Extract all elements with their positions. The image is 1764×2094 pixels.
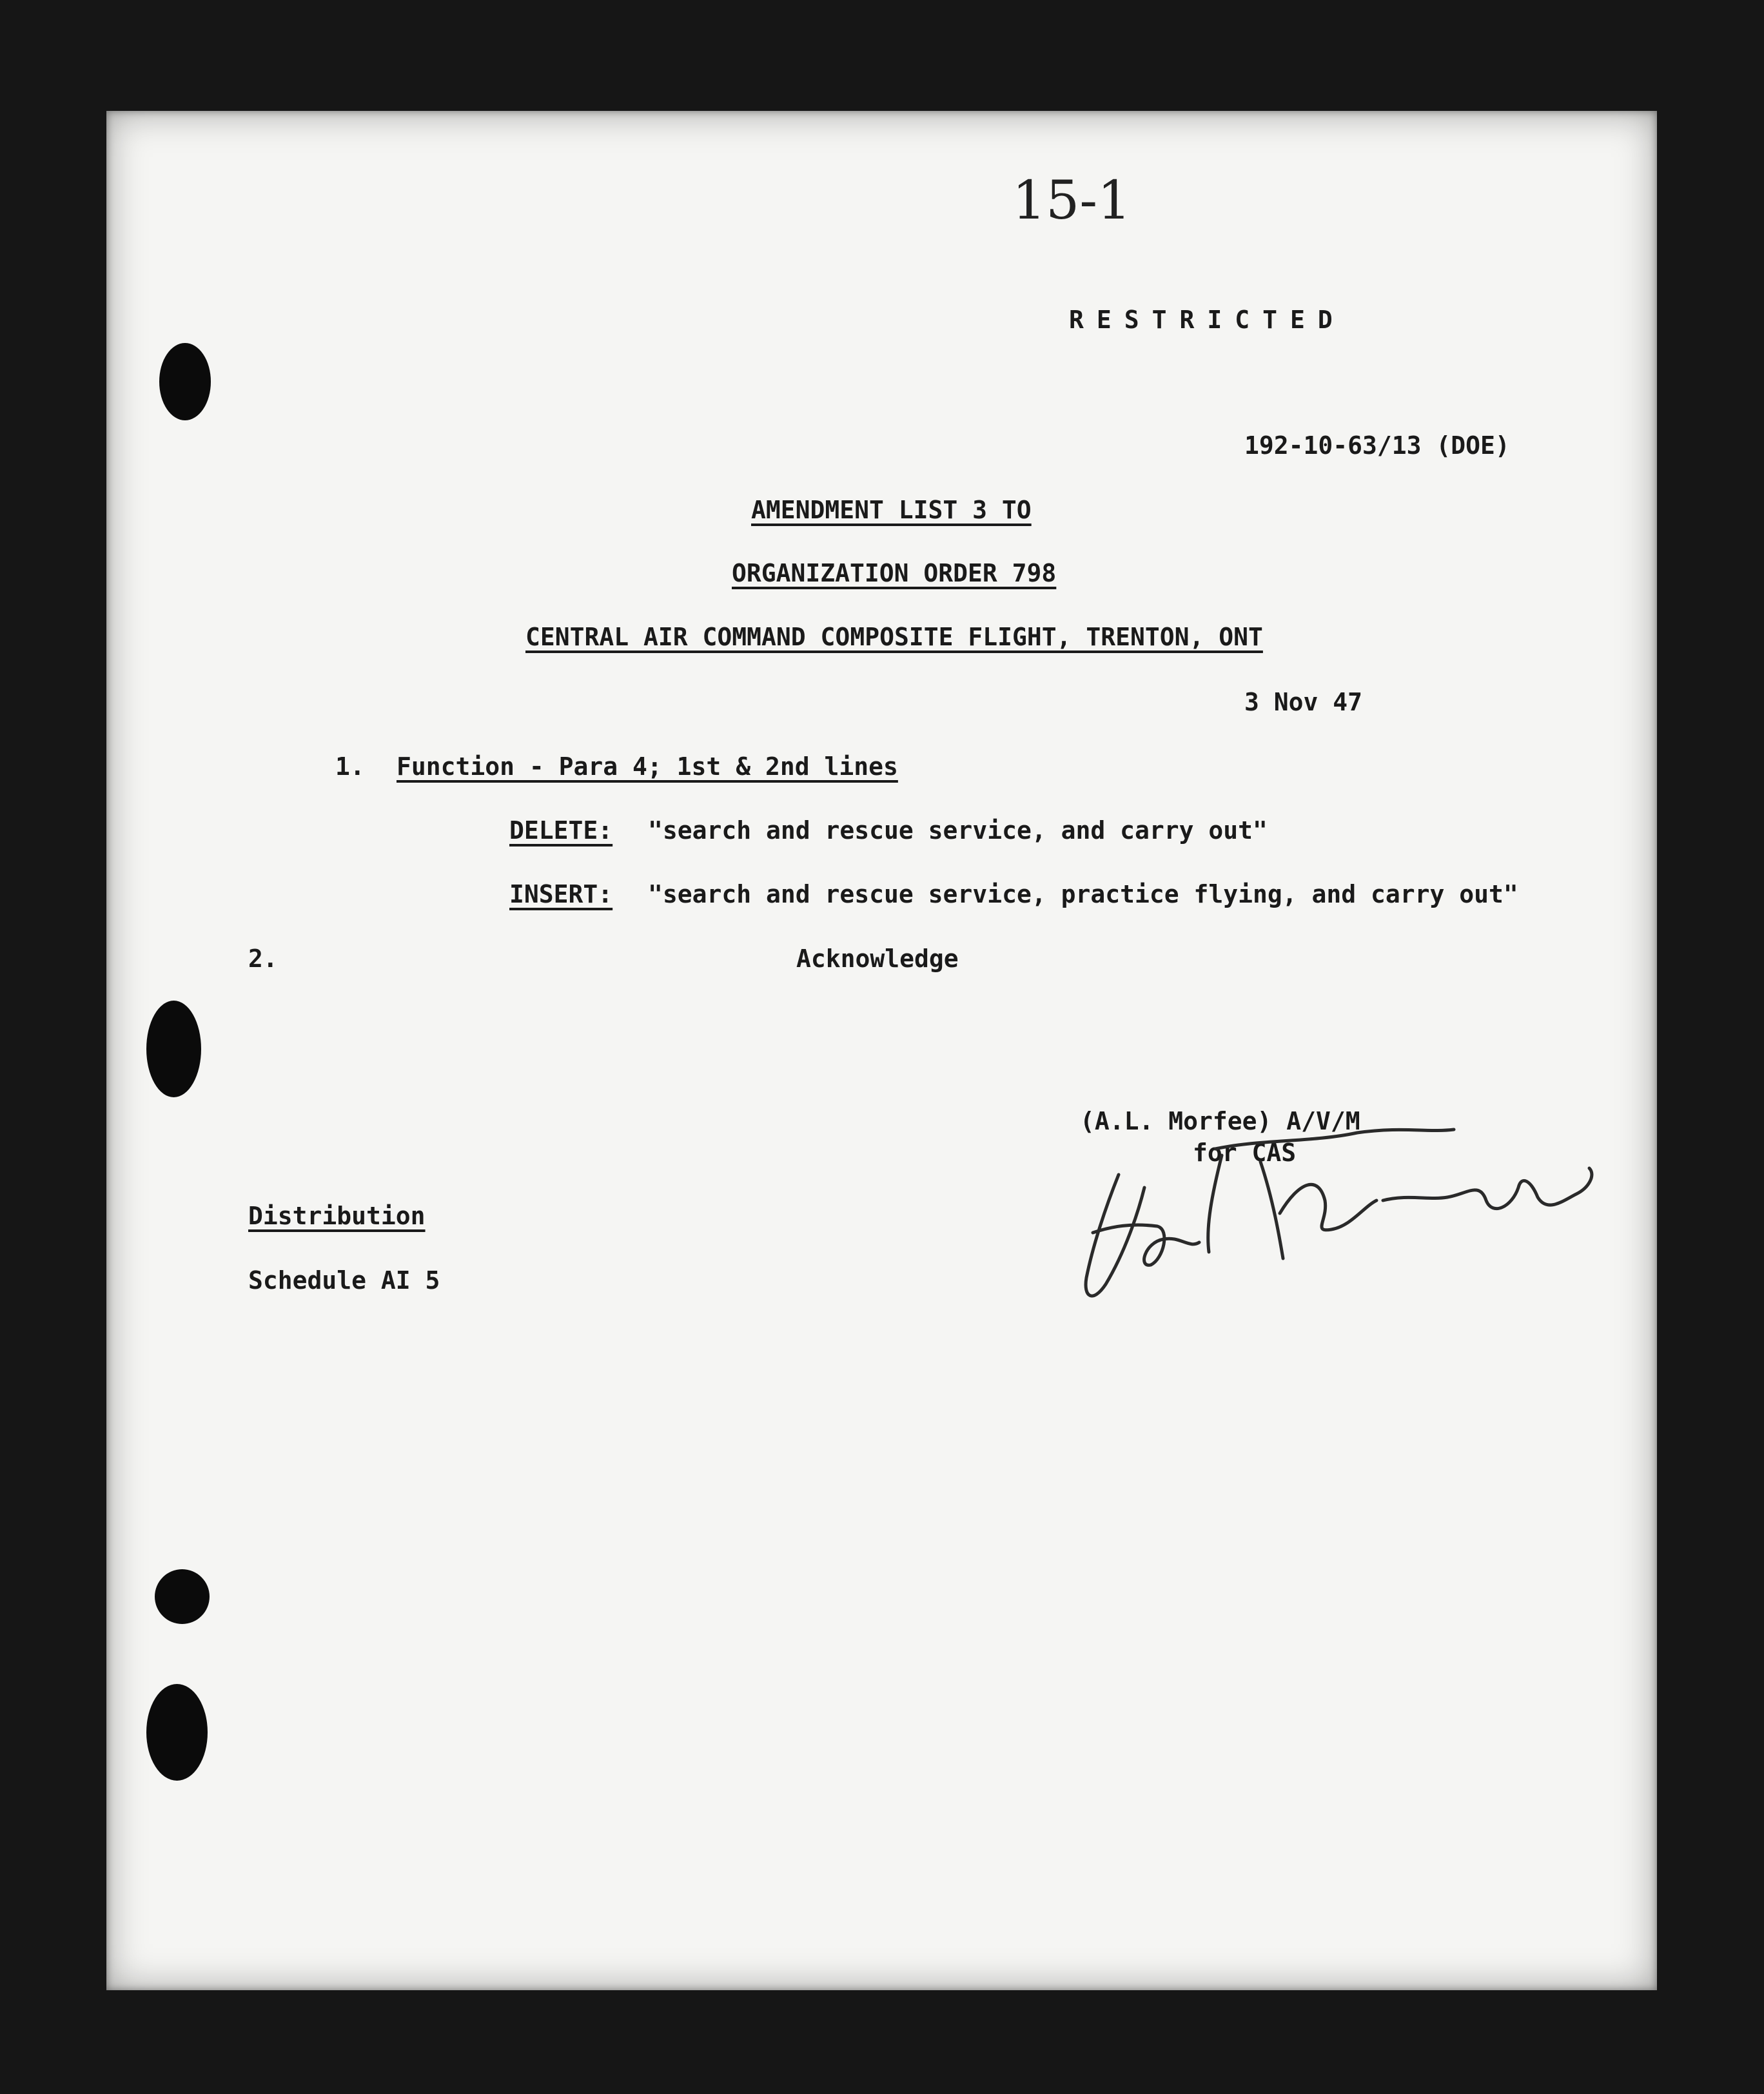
punch-hole-bottom: [146, 1684, 208, 1781]
delete-label: DELETE:: [509, 816, 613, 845]
delete-text: "search and rescue service, and carry out": [648, 816, 1268, 845]
distribution-heading: Distribution: [248, 1202, 426, 1230]
handwritten-signature: [1067, 1104, 1622, 1323]
punch-hole-lower: [155, 1569, 210, 1624]
item-1-number: 1.: [335, 752, 365, 781]
punch-hole-middle: [146, 1001, 201, 1097]
item-2-number: 2.: [248, 944, 278, 973]
classification-label: RESTRICTED: [1069, 306, 1346, 334]
title-line-2: ORGANIZATION ORDER 798: [732, 559, 1057, 587]
document-date: 3 Nov 47: [1244, 688, 1363, 716]
insert-label: INSERT:: [509, 880, 613, 908]
document-page: [106, 111, 1657, 1990]
file-reference: 192-10-63/13 (DOE): [1244, 431, 1510, 460]
distribution-schedule: Schedule AI 5: [248, 1266, 440, 1295]
punch-hole-top: [159, 343, 211, 420]
insert-text: "search and rescue service, practice flying, and carry out": [648, 880, 1518, 908]
item-1-heading: Function - Para 4; 1st & 2nd lines: [397, 752, 898, 781]
signatory-for: for CAS: [1193, 1139, 1297, 1167]
title-line-1: AMENDMENT LIST 3 TO: [751, 496, 1032, 524]
handwritten-page-number: 15-1: [1012, 170, 1132, 231]
title-line-3: CENTRAL AIR COMMAND COMPOSITE FLIGHT, TRENTON, ONT: [525, 623, 1263, 651]
item-2-text: Acknowledge: [796, 944, 959, 973]
signatory-name: (A.L. Morfee) A/V/M: [1080, 1107, 1360, 1135]
